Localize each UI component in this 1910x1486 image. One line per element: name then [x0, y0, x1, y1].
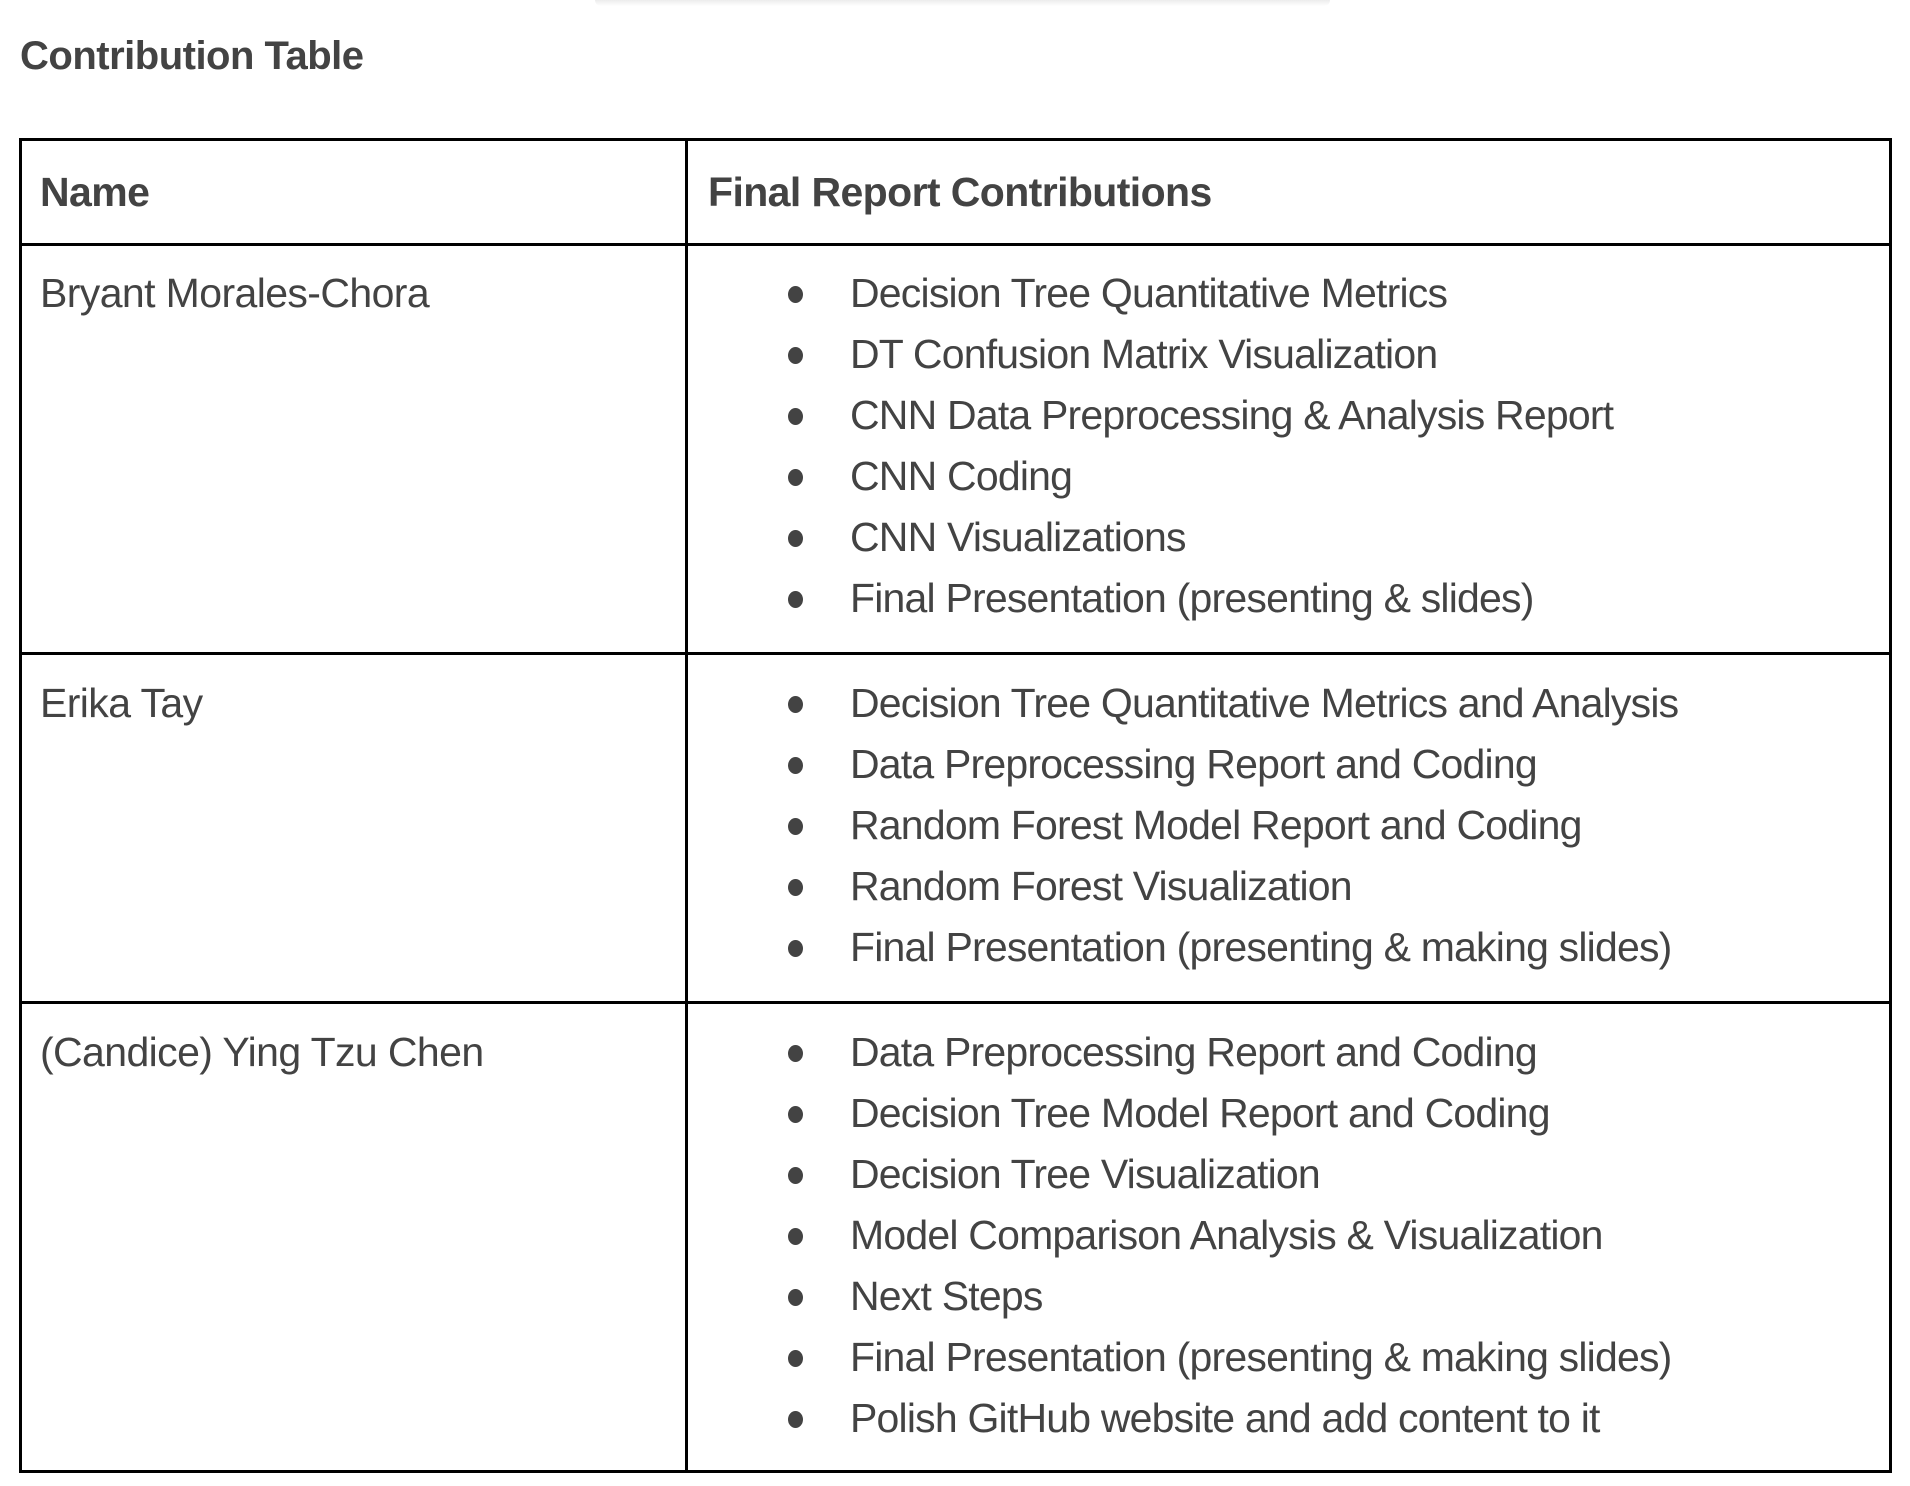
- list-item: [708, 1266, 1672, 1327]
- bullet-icon: [788, 1045, 803, 1062]
- row-1-name: Bryant Morales-Chora: [40, 270, 430, 316]
- list-item: [708, 1022, 1672, 1083]
- contribution-table: [19, 138, 1892, 1473]
- list-item-text: Random Forest Model Report and Coding: [850, 802, 1582, 848]
- row-3-name: (Candice) Ying Tzu Chen: [40, 1029, 484, 1075]
- column-divider: [685, 141, 688, 1470]
- bullet-icon: [788, 818, 803, 835]
- list-item-text: Polish GitHub website and add content to it: [850, 1395, 1600, 1441]
- bullet-icon: [788, 408, 803, 425]
- list-item: [708, 507, 1613, 568]
- bullet-icon: [788, 469, 803, 486]
- bullet-icon: [788, 940, 803, 957]
- list-item-text: Random Forest Visualization: [850, 863, 1352, 909]
- row-1-contributions-list: [708, 263, 1613, 629]
- list-item: [708, 1083, 1672, 1144]
- bullet-icon: [788, 879, 803, 896]
- bullet-icon: [788, 1289, 803, 1306]
- header-divider: [22, 243, 1889, 246]
- row-divider-1: [22, 652, 1889, 655]
- list-item-text: Data Preprocessing Report and Coding: [850, 1029, 1537, 1075]
- list-item-text: CNN Data Preprocessing & Analysis Report: [850, 392, 1614, 438]
- list-item-text: Final Presentation (presenting & slides): [850, 575, 1534, 621]
- header-name: Name: [40, 169, 150, 215]
- list-item-text: Model Comparison Analysis & Visualization: [850, 1212, 1603, 1258]
- list-item-text: Decision Tree Visualization: [850, 1151, 1320, 1197]
- list-item-text: Decision Tree Quantitative Metrics and Analysis: [850, 680, 1679, 726]
- list-item-text: Data Preprocessing Report and Coding: [850, 741, 1537, 787]
- list-item: [708, 1388, 1672, 1449]
- list-item: [708, 324, 1613, 385]
- row-2-contributions-list: [708, 673, 1678, 978]
- bullet-icon: [788, 1228, 803, 1245]
- bullet-icon: [788, 1167, 803, 1184]
- list-item-text: Decision Tree Quantitative Metrics: [850, 270, 1448, 316]
- list-item-text: Decision Tree Model Report and Coding: [850, 1090, 1550, 1136]
- list-item: [708, 263, 1613, 324]
- list-item-text: Final Presentation (presenting & making slides): [850, 1334, 1672, 1380]
- list-item: [708, 568, 1613, 629]
- bullet-icon: [788, 591, 803, 608]
- list-item-text: Final Presentation (presenting & making slides): [850, 924, 1672, 970]
- header-contributions: Final Report Contributions: [708, 169, 1212, 215]
- row-2-name: Erika Tay: [40, 680, 203, 726]
- list-item-text: DT Confusion Matrix Visualization: [850, 331, 1438, 377]
- bullet-icon: [788, 1350, 803, 1367]
- list-item: [708, 1327, 1672, 1388]
- list-item-text: Next Steps: [850, 1273, 1043, 1319]
- list-item-text: CNN Visualizations: [850, 514, 1186, 560]
- document-heading: Contribution Table: [20, 34, 364, 78]
- list-item: [708, 1144, 1672, 1205]
- list-item: [708, 917, 1678, 978]
- row-divider-2: [22, 1001, 1889, 1004]
- list-item: [708, 1205, 1672, 1266]
- bullet-icon: [788, 530, 803, 547]
- top-toolbar-shadow: [595, 0, 1330, 6]
- list-item: [708, 795, 1678, 856]
- bullet-icon: [788, 696, 803, 713]
- list-item: [708, 673, 1678, 734]
- list-item: [708, 856, 1678, 917]
- bullet-icon: [788, 1411, 803, 1428]
- row-3-contributions-list: [708, 1022, 1672, 1449]
- list-item: [708, 446, 1613, 507]
- list-item: [708, 734, 1678, 795]
- bullet-icon: [788, 1106, 803, 1123]
- bullet-icon: [788, 347, 803, 364]
- bullet-icon: [788, 757, 803, 774]
- list-item-text: CNN Coding: [850, 453, 1073, 499]
- list-item: [708, 385, 1613, 446]
- bullet-icon: [788, 286, 803, 303]
